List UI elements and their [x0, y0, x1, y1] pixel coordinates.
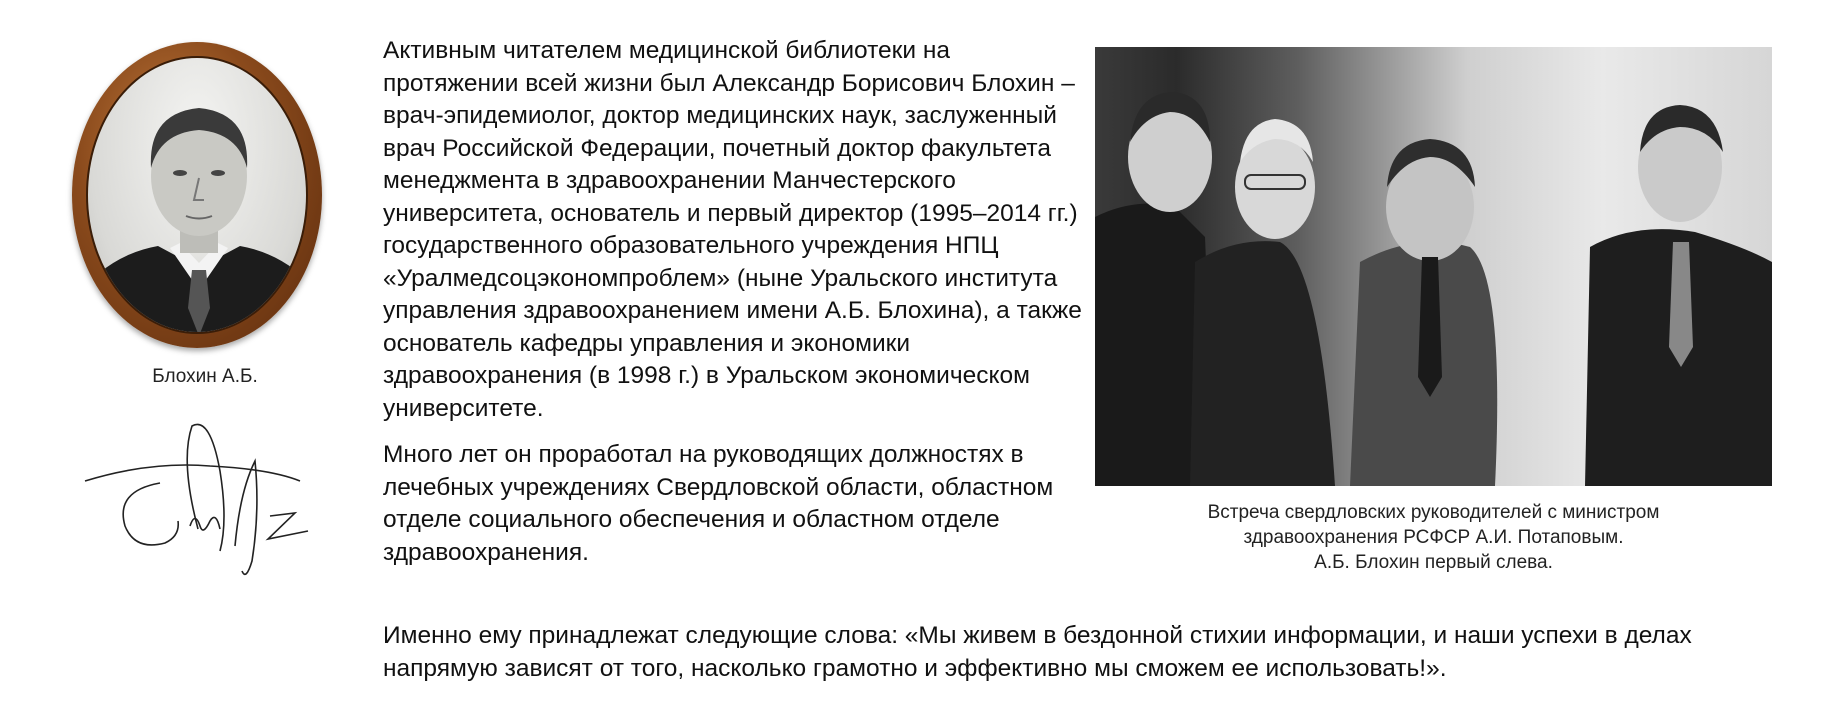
portrait-column: [60, 36, 350, 596]
photo-caption-line-1: Встреча свердловских руководителей с министром: [1207, 502, 1660, 523]
biography-paragraph-2: Много лет он проработал на руководящих должностях в лечебных учреждениях Свердловской области, областном отделе социального обеспечения и областном отделе здравоохранения.: [383, 441, 1054, 566]
biography-text: [383, 35, 1083, 569]
portrait-photo: [86, 56, 308, 334]
photo-caption-line-3: А.Б. Блохин первый слева.: [1314, 552, 1553, 573]
photo-caption: [1095, 500, 1772, 575]
portrait-frame: [72, 42, 322, 348]
signature-image: [70, 421, 350, 586]
group-photo: [1095, 47, 1772, 486]
group-photo-figures: [1095, 47, 1772, 486]
biography-paragraph-1: Активным читателем медицинской библиотеки на протяжении всей жизни был Александр Борисович Блохин – врач-эпидемиолог, доктор медицинских наук, заслуженный врач Российской Федерации, почетный доктор факультета менеджмента в здравоохранении Манчестерского университета, основатель и первый директор (1995–2014 гг.) государственного образовательного учреждения НПЦ «Уралмедсоцэкономпроблем» (ныне Уральского института управления здравоохранением имени А.Б. Блохина), а также основатель кафедры управления и экономики здравоохранения (в 1998 г.) в Уральском экономическом университете.: [383, 37, 1082, 422]
photo-caption-line-2: здравоохранения РСФСР А.И. Потаповым.: [1243, 527, 1624, 548]
portrait-figure: [88, 58, 308, 334]
portrait-caption: Блохин А.Б.: [152, 366, 258, 387]
quote-text: Именно ему принадлежат следующие слова: «Мы живем в бездонной стихии информации, и наши успехи в делах напрямую зависят от того, насколько грамотно и эффективно мы сможем ее использовать!».: [383, 622, 1692, 682]
